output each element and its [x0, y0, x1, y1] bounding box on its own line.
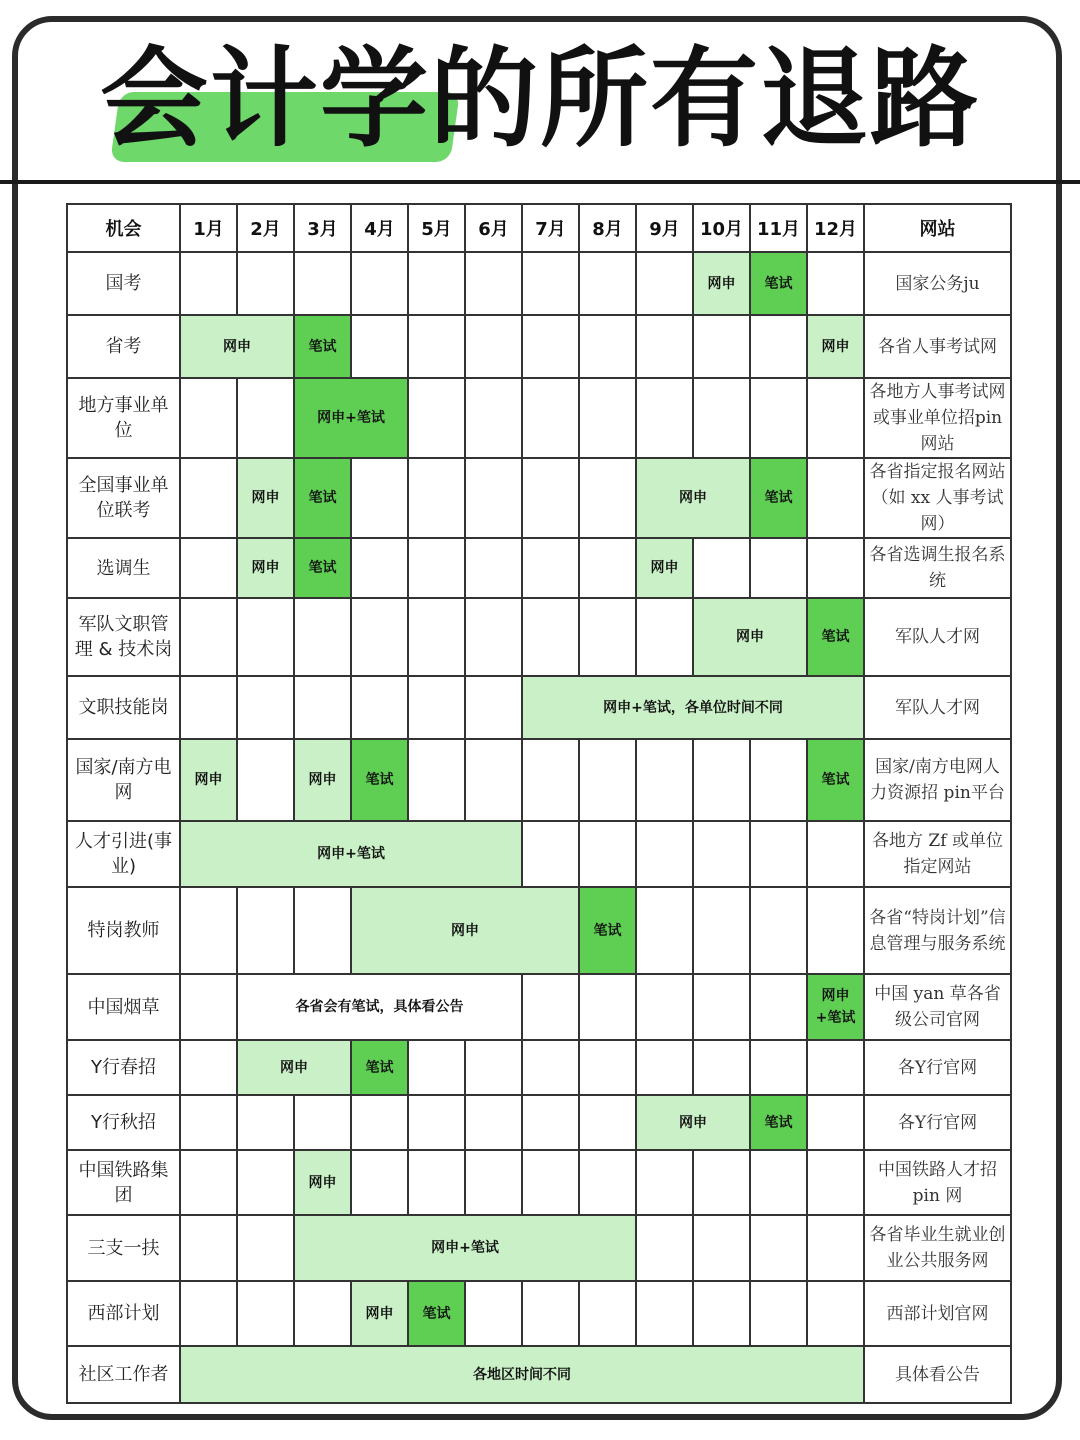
table-row — [67, 676, 1011, 739]
empty-month-cell — [750, 1281, 807, 1346]
empty-month-cell — [180, 598, 237, 676]
empty-month-cell — [522, 1281, 579, 1346]
row-category: 中国铁路集团 — [67, 1150, 180, 1215]
empty-month-cell — [465, 1281, 522, 1346]
empty-month-cell — [351, 1095, 408, 1150]
empty-month-cell — [636, 887, 693, 974]
empty-month-cell — [294, 887, 351, 974]
empty-month-cell — [750, 1215, 807, 1281]
empty-month-cell — [807, 1095, 864, 1150]
empty-month-cell — [522, 598, 579, 676]
empty-month-cell — [465, 252, 522, 315]
empty-month-cell — [180, 252, 237, 315]
empty-month-cell — [807, 1150, 864, 1215]
header-month: 7月 — [522, 204, 579, 252]
header-category: 机会 — [67, 204, 180, 252]
header-month: 5月 — [408, 204, 465, 252]
row-website: 中国铁路人才招pin 网 — [864, 1150, 1011, 1215]
empty-month-cell — [579, 974, 636, 1040]
empty-month-cell — [522, 1150, 579, 1215]
empty-month-cell — [807, 538, 864, 598]
empty-month-cell — [465, 458, 522, 538]
empty-month-cell — [693, 887, 750, 974]
event-cell: 各省会有笔试，具体看公告 — [237, 974, 522, 1040]
empty-month-cell — [579, 538, 636, 598]
row-website: 具体看公告 — [864, 1346, 1011, 1403]
empty-month-cell — [237, 378, 294, 458]
table-row — [67, 821, 1011, 887]
empty-month-cell — [579, 821, 636, 887]
header-month: 10月 — [693, 204, 750, 252]
empty-month-cell — [294, 1281, 351, 1346]
header-month: 3月 — [294, 204, 351, 252]
row-category: 社区工作者 — [67, 1346, 180, 1403]
empty-month-cell — [807, 1215, 864, 1281]
empty-month-cell — [579, 1040, 636, 1095]
row-category: 三支一扶 — [67, 1215, 180, 1281]
empty-month-cell — [522, 739, 579, 821]
empty-month-cell — [807, 887, 864, 974]
table-row — [67, 1150, 1011, 1215]
table-row — [67, 538, 1011, 598]
empty-month-cell — [807, 1040, 864, 1095]
empty-month-cell — [408, 1095, 465, 1150]
event-cell: 网申 — [636, 538, 693, 598]
event-cell: 网申+笔试 — [180, 821, 522, 887]
empty-month-cell — [636, 821, 693, 887]
event-cell: 笔试 — [294, 538, 351, 598]
empty-month-cell — [465, 378, 522, 458]
row-category: 选调生 — [67, 538, 180, 598]
empty-month-cell — [693, 1215, 750, 1281]
empty-month-cell — [693, 378, 750, 458]
empty-month-cell — [693, 538, 750, 598]
empty-month-cell — [180, 887, 237, 974]
event-cell: 网申+笔试，各单位时间不同 — [522, 676, 864, 739]
event-cell: 网申 — [636, 458, 750, 538]
empty-month-cell — [636, 739, 693, 821]
empty-month-cell — [351, 598, 408, 676]
table-row — [67, 974, 1011, 1040]
row-website: 各Y行官网 — [864, 1095, 1011, 1150]
empty-month-cell — [237, 598, 294, 676]
empty-month-cell — [636, 252, 693, 315]
table-row — [67, 739, 1011, 821]
empty-month-cell — [180, 676, 237, 739]
empty-month-cell — [750, 1150, 807, 1215]
empty-month-cell — [522, 538, 579, 598]
event-cell: 网申 — [180, 739, 237, 821]
table-row — [67, 458, 1011, 538]
empty-month-cell — [750, 739, 807, 821]
page-title: 会计学的所有退路 — [99, 37, 980, 162]
empty-month-cell — [522, 378, 579, 458]
event-cell: 笔试 — [294, 315, 351, 378]
header-month: 1月 — [180, 204, 237, 252]
empty-month-cell — [237, 676, 294, 739]
row-website: 各省毕业生就业创业公共服务网 — [864, 1215, 1011, 1281]
empty-month-cell — [294, 598, 351, 676]
empty-month-cell — [522, 458, 579, 538]
empty-month-cell — [807, 821, 864, 887]
schedule-table — [66, 203, 1012, 1404]
row-category: 特岗教师 — [67, 887, 180, 974]
table-row — [67, 252, 1011, 315]
row-website: 各地方 Zf 或单位指定网站 — [864, 821, 1011, 887]
event-cell: 网申 — [807, 315, 864, 378]
empty-month-cell — [522, 315, 579, 378]
title-divider — [0, 180, 1080, 184]
empty-month-cell — [693, 821, 750, 887]
empty-month-cell — [465, 598, 522, 676]
table-row — [67, 378, 1011, 458]
empty-month-cell — [237, 1150, 294, 1215]
row-website: 各省“特岗计划”信息管理与服务系统 — [864, 887, 1011, 974]
event-cell: 网申+笔试 — [294, 1215, 636, 1281]
event-cell: 笔试 — [294, 458, 351, 538]
table-row — [67, 1095, 1011, 1150]
empty-month-cell — [351, 252, 408, 315]
empty-month-cell — [351, 458, 408, 538]
empty-month-cell — [408, 676, 465, 739]
empty-month-cell — [465, 676, 522, 739]
empty-month-cell — [465, 1040, 522, 1095]
empty-month-cell — [180, 1150, 237, 1215]
header-month: 4月 — [351, 204, 408, 252]
empty-month-cell — [807, 252, 864, 315]
empty-month-cell — [522, 1040, 579, 1095]
empty-month-cell — [408, 598, 465, 676]
event-cell: 网申 — [237, 538, 294, 598]
row-website: 西部计划官网 — [864, 1281, 1011, 1346]
empty-month-cell — [579, 598, 636, 676]
row-category: 地方事业单位 — [67, 378, 180, 458]
empty-month-cell — [807, 378, 864, 458]
empty-month-cell — [579, 315, 636, 378]
empty-month-cell — [408, 315, 465, 378]
table-row — [67, 598, 1011, 676]
header-month: 6月 — [465, 204, 522, 252]
row-website: 国家公务ju — [864, 252, 1011, 315]
empty-month-cell — [351, 538, 408, 598]
row-website: 各地方人事考试网或事业单位招pin网站 — [864, 378, 1011, 458]
event-cell: 笔试 — [807, 598, 864, 676]
empty-month-cell — [294, 1095, 351, 1150]
row-category: Y行春招 — [67, 1040, 180, 1095]
empty-month-cell — [237, 1281, 294, 1346]
row-category: 全国事业单位联考 — [67, 458, 180, 538]
empty-month-cell — [180, 974, 237, 1040]
header-row — [67, 204, 1011, 252]
empty-month-cell — [693, 315, 750, 378]
table-row — [67, 1346, 1011, 1403]
empty-month-cell — [807, 458, 864, 538]
empty-month-cell — [465, 1095, 522, 1150]
header-website: 网站 — [864, 204, 1011, 252]
empty-month-cell — [522, 1095, 579, 1150]
empty-month-cell — [180, 458, 237, 538]
event-cell: 笔试 — [750, 252, 807, 315]
empty-month-cell — [750, 315, 807, 378]
row-website: 各省选调生报名系统 — [864, 538, 1011, 598]
header-month: 11月 — [750, 204, 807, 252]
event-cell: 网申 — [351, 1281, 408, 1346]
table-row — [67, 1281, 1011, 1346]
empty-month-cell — [408, 739, 465, 821]
row-website: 各省人事考试网 — [864, 315, 1011, 378]
event-cell: 笔试 — [351, 1040, 408, 1095]
event-cell: 网申 — [351, 887, 579, 974]
table-row — [67, 1040, 1011, 1095]
empty-month-cell — [807, 1281, 864, 1346]
empty-month-cell — [180, 1281, 237, 1346]
empty-month-cell — [636, 1281, 693, 1346]
empty-month-cell — [237, 252, 294, 315]
row-website: 军队人才网 — [864, 676, 1011, 739]
empty-month-cell — [636, 378, 693, 458]
empty-month-cell — [693, 739, 750, 821]
row-category: 人才引进(事业) — [67, 821, 180, 887]
event-cell: 笔试 — [351, 739, 408, 821]
event-cell: 网申 — [237, 1040, 351, 1095]
row-website: 军队人才网 — [864, 598, 1011, 676]
empty-month-cell — [750, 1040, 807, 1095]
empty-month-cell — [750, 538, 807, 598]
empty-month-cell — [180, 378, 237, 458]
empty-month-cell — [693, 1281, 750, 1346]
empty-month-cell — [522, 974, 579, 1040]
empty-month-cell — [579, 1095, 636, 1150]
title-area — [0, 0, 1080, 180]
empty-month-cell — [522, 252, 579, 315]
empty-month-cell — [351, 315, 408, 378]
event-cell: 网申 — [237, 458, 294, 538]
empty-month-cell — [294, 252, 351, 315]
event-cell: 网申 — [294, 1150, 351, 1215]
row-category: 省考 — [67, 315, 180, 378]
empty-month-cell — [693, 1150, 750, 1215]
empty-month-cell — [237, 887, 294, 974]
empty-month-cell — [750, 821, 807, 887]
empty-month-cell — [465, 1150, 522, 1215]
empty-month-cell — [579, 739, 636, 821]
event-cell: 笔试 — [408, 1281, 465, 1346]
empty-month-cell — [294, 676, 351, 739]
row-website: 各省指定报名网站（如 xx 人事考试网） — [864, 458, 1011, 538]
table-row — [67, 887, 1011, 974]
empty-month-cell — [636, 974, 693, 1040]
row-category: 西部计划 — [67, 1281, 180, 1346]
event-cell: 网申 — [693, 252, 750, 315]
table-row — [67, 315, 1011, 378]
row-website: 各Y行官网 — [864, 1040, 1011, 1095]
event-cell: 笔试 — [750, 1095, 807, 1150]
empty-month-cell — [237, 1095, 294, 1150]
empty-month-cell — [465, 739, 522, 821]
row-category: 中国烟草 — [67, 974, 180, 1040]
empty-month-cell — [237, 1215, 294, 1281]
empty-month-cell — [237, 739, 294, 821]
empty-month-cell — [693, 1040, 750, 1095]
header-month: 9月 — [636, 204, 693, 252]
empty-month-cell — [180, 538, 237, 598]
event-cell: 笔试 — [750, 458, 807, 538]
table-row — [67, 1215, 1011, 1281]
empty-month-cell — [408, 1040, 465, 1095]
event-cell: 网申+笔试 — [807, 974, 864, 1040]
empty-month-cell — [693, 974, 750, 1040]
header-month: 12月 — [807, 204, 864, 252]
row-category: 军队文职管理 & 技术岗 — [67, 598, 180, 676]
event-cell: 网申+笔试 — [294, 378, 408, 458]
empty-month-cell — [750, 887, 807, 974]
empty-month-cell — [408, 458, 465, 538]
event-cell: 网申 — [636, 1095, 750, 1150]
empty-month-cell — [750, 974, 807, 1040]
event-cell: 网申 — [294, 739, 351, 821]
empty-month-cell — [579, 378, 636, 458]
row-category: 国家/南方电网 — [67, 739, 180, 821]
empty-month-cell — [636, 1040, 693, 1095]
empty-month-cell — [408, 378, 465, 458]
empty-month-cell — [351, 1150, 408, 1215]
empty-month-cell — [180, 1215, 237, 1281]
empty-month-cell — [180, 1040, 237, 1095]
event-cell: 笔试 — [579, 887, 636, 974]
empty-month-cell — [579, 252, 636, 315]
empty-month-cell — [180, 1095, 237, 1150]
header-month: 2月 — [237, 204, 294, 252]
empty-month-cell — [465, 315, 522, 378]
empty-month-cell — [579, 458, 636, 538]
empty-month-cell — [636, 1215, 693, 1281]
empty-month-cell — [408, 1150, 465, 1215]
event-cell: 网申 — [180, 315, 294, 378]
empty-month-cell — [636, 1150, 693, 1215]
row-category: Y行秋招 — [67, 1095, 180, 1150]
empty-month-cell — [465, 538, 522, 598]
row-website: 国家/南方电网人力资源招 pin平台 — [864, 739, 1011, 821]
row-category: 国考 — [67, 252, 180, 315]
empty-month-cell — [522, 821, 579, 887]
empty-month-cell — [636, 315, 693, 378]
event-cell: 笔试 — [807, 739, 864, 821]
empty-month-cell — [750, 378, 807, 458]
row-category: 文职技能岗 — [67, 676, 180, 739]
empty-month-cell — [408, 538, 465, 598]
empty-month-cell — [579, 1281, 636, 1346]
event-cell: 各地区时间不同 — [180, 1346, 864, 1403]
empty-month-cell — [351, 676, 408, 739]
empty-month-cell — [408, 252, 465, 315]
empty-month-cell — [579, 1150, 636, 1215]
event-cell: 网申 — [693, 598, 807, 676]
empty-month-cell — [636, 598, 693, 676]
row-website: 中国 yan 草各省级公司官网 — [864, 974, 1011, 1040]
header-month: 8月 — [579, 204, 636, 252]
